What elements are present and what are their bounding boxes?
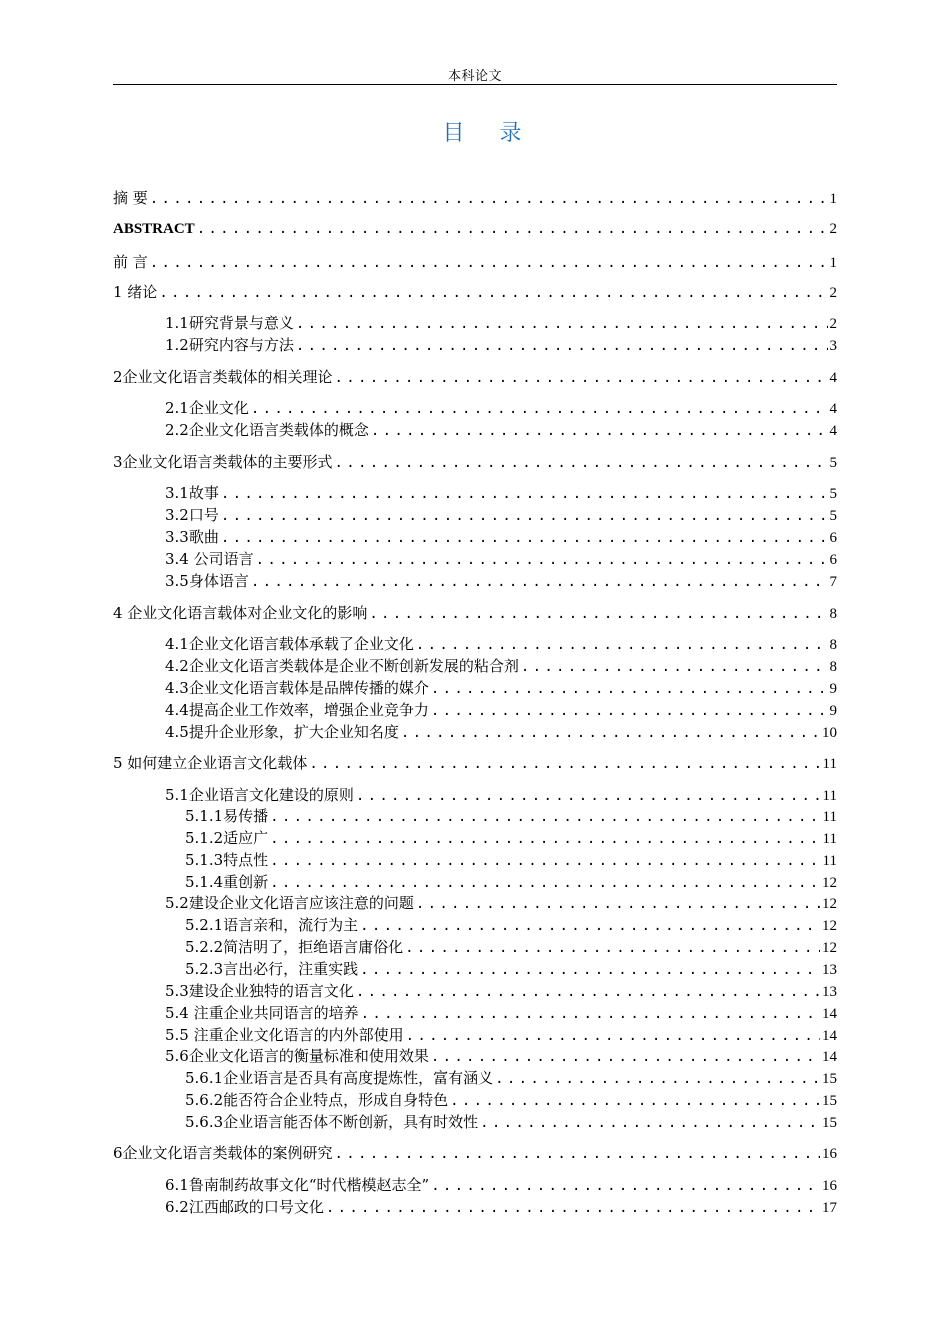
toc-entry[interactable] — [113, 312, 837, 334]
toc-entry-page: 12 — [822, 940, 837, 956]
toc-leader — [197, 218, 828, 240]
toc-leader — [270, 828, 820, 850]
toc-entry-label: 2.1企业文化 — [165, 399, 249, 417]
toc-entry-label: 前 言 — [113, 253, 148, 271]
toc-entry-label: 1.2研究内容与方法 — [165, 336, 294, 354]
toc-entry-page: 4 — [829, 423, 837, 439]
toc-leader — [431, 1046, 820, 1068]
toc-entry-page: 2 — [829, 221, 837, 237]
toc-leader — [405, 937, 820, 959]
toc-entry-page: 9 — [829, 681, 837, 697]
toc-entry-label: 5.1企业语言文化建设的原则 — [165, 786, 354, 804]
toc-entry-label: 5.6.3企业语言能否体不断创新，具有时效性 — [185, 1113, 479, 1131]
header-text: 本科论文 — [447, 69, 502, 84]
toc-leader — [251, 571, 828, 593]
toc-entry[interactable] — [113, 936, 837, 958]
toc-leader — [406, 1025, 820, 1047]
toc-entry[interactable] — [113, 1002, 837, 1024]
toc-entry[interactable] — [113, 699, 837, 721]
toc-entry[interactable] — [113, 251, 837, 273]
toc-entry-label: 1.1研究背景与意义 — [165, 314, 294, 332]
toc-leader — [431, 678, 828, 700]
toc-entry[interactable] — [113, 827, 837, 849]
toc-entry-page: 3 — [829, 338, 837, 354]
toc-entry[interactable] — [113, 958, 837, 980]
toc-entry-page: 9 — [829, 703, 837, 719]
toc-entry-label: 3.3歌曲 — [165, 528, 219, 546]
toc-entry-page: 7 — [829, 574, 837, 590]
toc-entry-page: 16 — [822, 1178, 837, 1194]
toc-entry-page: 15 — [822, 1093, 837, 1109]
toc-entry[interactable] — [113, 633, 837, 655]
toc-entry[interactable] — [113, 526, 837, 548]
toc-leader — [270, 872, 820, 894]
toc-entry-label: 3.4 公司语言 — [165, 550, 254, 568]
toc-entry-label: 5.2建设企业文化语言应该注意的问题 — [165, 894, 414, 912]
toc-entry-page: 12 — [822, 875, 837, 891]
toc-entry-label: ABSTRACT — [113, 221, 195, 237]
toc-leader — [270, 850, 820, 872]
toc-entry[interactable] — [113, 1045, 837, 1067]
toc-leader — [401, 722, 820, 744]
toc-entry-label: 6企业文化语言类载体的案例研究 — [113, 1144, 333, 1162]
toc-entry[interactable] — [113, 980, 837, 1002]
toc-entry[interactable] — [113, 366, 837, 388]
toc-leader — [480, 1112, 820, 1134]
toc-entry[interactable] — [113, 871, 837, 893]
toc-leader — [356, 981, 820, 1003]
toc-entry-page: 1 — [829, 191, 837, 207]
toc-entry-label: 4.4提高企业工作效率，增强企业竞争力 — [165, 701, 429, 719]
toc-leader — [251, 398, 828, 420]
toc-entry[interactable] — [113, 419, 837, 441]
toc-entry[interactable] — [113, 805, 837, 827]
toc-entry-label: 2.2企业文化语言类载体的概念 — [165, 421, 369, 439]
toc-entry-page: 11 — [822, 788, 837, 804]
toc-leader — [221, 527, 828, 549]
toc-entry[interactable] — [113, 504, 837, 526]
toc-leader — [369, 603, 827, 625]
toc-entry[interactable] — [113, 914, 837, 936]
toc-title: 目 录 — [442, 121, 536, 146]
toc-leader — [150, 252, 828, 274]
toc-entry-label: 4 企业文化语言载体对企业文化的影响 — [113, 604, 368, 622]
toc-entry[interactable] — [113, 281, 837, 303]
toc-leader — [326, 1197, 820, 1219]
toc-entry[interactable] — [113, 1111, 837, 1133]
toc-leader — [371, 420, 828, 442]
toc-leader — [296, 335, 828, 357]
toc-entry[interactable] — [113, 721, 837, 743]
toc-entry[interactable] — [113, 1067, 837, 1089]
toc-entry-label: 5.6企业文化语言的衡量标准和使用效果 — [165, 1047, 429, 1065]
toc-entry[interactable] — [113, 187, 837, 209]
toc-leader — [270, 806, 820, 828]
toc-entry-page: 10 — [822, 725, 837, 741]
toc-entry-page: 2 — [829, 285, 837, 301]
toc-leader — [335, 367, 828, 389]
toc-entry-page: 14 — [822, 1028, 837, 1044]
toc-leader — [309, 753, 820, 775]
toc-entry-label: 3.5身体语言 — [165, 572, 249, 590]
toc-entry-label: 5 如何建立企业语言文化载体 — [113, 754, 308, 772]
toc-entry-page: 1 — [829, 255, 837, 271]
toc-entry[interactable] — [113, 602, 837, 624]
toc-leader — [335, 452, 828, 474]
toc-entry[interactable] — [113, 677, 837, 699]
toc-entry-label: 6.1鲁南制药故事文化“时代楷模赵志全” — [165, 1176, 430, 1194]
toc-entry-label: 3.2口号 — [165, 506, 219, 524]
toc-leader — [221, 505, 828, 527]
header-rule — [113, 84, 837, 85]
toc-entry-label: 4.1企业文化语言载体承载了企业文化 — [165, 635, 414, 653]
toc-leader — [150, 188, 828, 210]
toc-entry-page: 14 — [822, 1006, 837, 1022]
toc-entry-page: 13 — [822, 962, 837, 978]
toc-entry[interactable] — [113, 482, 837, 504]
toc-entry-label: 5.3建设企业独特的语言文化 — [165, 982, 354, 1000]
toc-entry-label: 4.2企业文化语言类载体是企业不断创新发展的粘合剂 — [165, 657, 519, 675]
toc-entry-label: 5.2.3言出必行，注重实践 — [185, 960, 359, 978]
toc-entry-label: 5.1.3特点性 — [185, 851, 269, 869]
toc-entry-page: 2 — [829, 316, 837, 332]
toc-leader — [431, 1175, 820, 1197]
toc-entry[interactable] — [113, 570, 837, 592]
toc-entry-page: 16 — [822, 1146, 837, 1162]
toc-entry-label: 2企业文化语言类载体的相关理论 — [113, 368, 333, 386]
toc-entry-label: 1 绪论 — [113, 283, 158, 301]
toc-leader — [495, 1068, 820, 1090]
toc-entry-page: 13 — [822, 984, 837, 1000]
toc-leader — [335, 1143, 820, 1165]
toc-entry-label: 5.1.4重创新 — [185, 873, 269, 891]
toc-leader — [521, 656, 828, 678]
toc-entry-label: 5.4 注重企业共同语言的培养 — [165, 1004, 359, 1022]
toc-entry-label: 摘 要 — [113, 189, 148, 207]
toc-entry-page: 17 — [822, 1200, 837, 1216]
toc-entry[interactable] — [113, 451, 837, 473]
toc-leader — [256, 549, 828, 571]
toc-entry-label: 5.6.2能否符合企业特点，形成自身特色 — [185, 1091, 449, 1109]
toc-entry-page: 4 — [829, 370, 837, 386]
toc-entry-page: 5 — [829, 508, 837, 524]
toc-entry-label: 5.2.2简洁明了，拒绝语言庸俗化 — [185, 938, 404, 956]
toc-entry-page: 4 — [829, 401, 837, 417]
toc-entry[interactable] — [113, 1142, 837, 1164]
toc-entry[interactable] — [113, 334, 837, 356]
toc-entry-page: 11 — [822, 756, 837, 772]
toc-entry-page: 5 — [829, 455, 837, 471]
toc-entry-page: 8 — [829, 637, 837, 653]
toc-entry-page: 12 — [822, 918, 837, 934]
toc-entry[interactable] — [113, 1174, 837, 1196]
toc-entry[interactable] — [113, 218, 837, 240]
toc-entry-page: 14 — [822, 1049, 837, 1065]
toc-leader — [296, 313, 828, 335]
toc-entry[interactable] — [113, 752, 837, 774]
toc-entry-page: 6 — [829, 530, 837, 546]
toc-entry-label: 5.2.1语言亲和，流行为主 — [185, 916, 359, 934]
toc-entry-label: 4.3企业文化语言载体是品牌传播的媒介 — [165, 679, 429, 697]
toc-entry-page: 11 — [822, 809, 837, 825]
toc-leader — [450, 1090, 820, 1112]
toc-entry[interactable] — [113, 1196, 837, 1218]
toc-entry-page: 11 — [822, 853, 837, 869]
toc-entry-page: 12 — [822, 896, 837, 912]
toc-leader — [360, 959, 820, 981]
toc-entry[interactable] — [113, 397, 837, 419]
toc-leader — [416, 893, 820, 915]
toc-entry-label: 5.1.2适应广 — [185, 829, 269, 847]
toc-leader — [356, 785, 821, 807]
toc-entry[interactable] — [113, 892, 837, 914]
toc-entry-page: 15 — [822, 1115, 837, 1131]
toc-entry[interactable] — [113, 1024, 837, 1046]
toc-leader — [431, 700, 828, 722]
toc-entry-label: 5.5 注重企业文化语言的内外部使用 — [165, 1026, 404, 1044]
toc-entry-page: 11 — [822, 831, 837, 847]
toc-entry[interactable] — [113, 849, 837, 871]
toc-entry-page: 8 — [829, 659, 837, 675]
toc-entry-label: 3企业文化语言类载体的主要形式 — [113, 453, 333, 471]
toc-entry-label: 5.6.1企业语言是否具有高度提炼性，富有涵义 — [185, 1069, 494, 1087]
toc-leader — [360, 915, 820, 937]
toc-entry-page: 5 — [829, 486, 837, 502]
toc-entry-label: 4.5提升企业形象，扩大企业知名度 — [165, 723, 399, 741]
toc-entry[interactable] — [113, 1089, 837, 1111]
toc-leader — [416, 634, 828, 656]
toc-entry[interactable] — [113, 548, 837, 570]
toc-entry-page: 6 — [829, 552, 837, 568]
toc-entry-label: 5.1.1易传播 — [185, 807, 269, 825]
toc-entry-page: 8 — [829, 606, 837, 622]
toc-leader — [221, 483, 828, 505]
toc-entry[interactable] — [113, 655, 837, 677]
toc-entry[interactable] — [113, 784, 837, 806]
toc-leader — [159, 282, 827, 304]
toc-entry-page: 15 — [822, 1071, 837, 1087]
toc-entry-label: 6.2江西邮政的口号文化 — [165, 1198, 324, 1216]
toc-entry-label: 3.1故事 — [165, 484, 219, 502]
toc-leader — [361, 1003, 820, 1025]
